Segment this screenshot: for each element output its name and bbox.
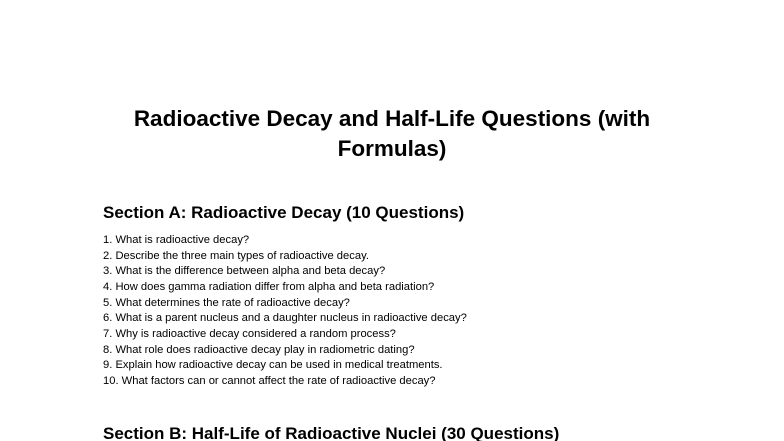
question-5: 5. What determines the rate of radioactive decay? xyxy=(103,296,350,309)
question-4: 4. How does gamma radiation differ from alpha and beta radiation? xyxy=(103,280,435,293)
question-8: 8. What role does radioactive decay play in radiometric dating? xyxy=(103,343,415,356)
question-10: 10. What factors can or cannot affect the rate of radioactive decay? xyxy=(103,374,436,387)
question-9: 9. Explain how radioactive decay can be used in medical treatments. xyxy=(103,359,443,372)
section-b-heading: Section B: Half-Life of Radioactive Nuclei (30 Questions) xyxy=(103,424,560,441)
section-a-question-list xyxy=(103,233,467,390)
document-title xyxy=(0,104,784,164)
question-2: 2. Describe the three main types of radioactive decay. xyxy=(103,249,369,262)
question-3: 3. What is the difference between alpha and beta decay? xyxy=(103,265,386,278)
question-6: 6. What is a parent nucleus and a daughter nucleus in radioactive decay? xyxy=(103,312,467,325)
document-title-line-2: Formulas) xyxy=(337,136,447,161)
question-7: 7. Why is radioactive decay considered a random process? xyxy=(103,327,396,340)
question-1: 1. What is radioactive decay? xyxy=(103,234,250,246)
document-title-line-1: Radioactive Decay and Half-Life Questions (with xyxy=(133,106,651,131)
section-a-heading: Section A: Radioactive Decay (10 Questions) xyxy=(103,203,465,222)
